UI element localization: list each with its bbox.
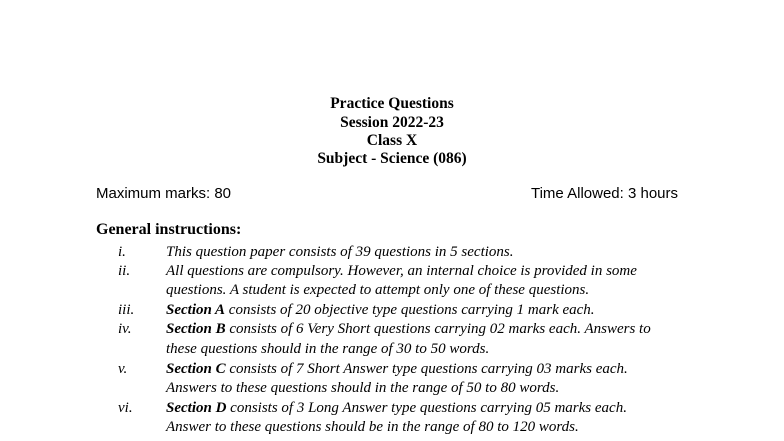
list-item-text: Section A consists of 20 objective type questions carrying 1 mark each. — [166, 302, 595, 318]
list-item-text: Answers to these questions should in the range of 50 to 80 words. — [166, 380, 560, 396]
general-instructions-title: General instructions: — [96, 221, 242, 238]
list-item-text: Section B consists of 6 Very Short questions carrying 02 marks each. Answers to — [166, 321, 651, 337]
list-item-text: Section C consists of 7 Short Answer type questions carrying 03 marks each. — [166, 361, 628, 377]
maximum-marks: Maximum marks: 80 — [96, 185, 232, 202]
list-item-number: ii. — [118, 263, 131, 279]
list-item-number: v. — [118, 361, 128, 377]
list-item-text: This question paper consists of 39 questions in 5 sections. — [166, 244, 514, 260]
list-item-text: these questions should in the range of 30 to 50 words. — [166, 341, 490, 357]
session-line: Session 2022-23 — [340, 114, 444, 131]
subject-line: Subject - Science (086) — [317, 150, 467, 167]
section-label: Section A — [166, 302, 226, 318]
list-item-text: questions. A student is expected to attempt only one of these questions. — [166, 282, 590, 298]
list-item-number: vi. — [118, 400, 133, 416]
time-allowed: Time Allowed: 3 hours — [530, 185, 678, 202]
section-label: Section C — [166, 361, 226, 377]
list-item-text: Answer to these questions should be in the range of 80 to 120 words. — [166, 419, 579, 435]
list-item-text: All questions are compulsory. However, an internal choice is provided in some — [166, 263, 637, 279]
section-label: Section B — [166, 321, 226, 337]
doc-title: Practice Questions — [330, 95, 454, 112]
list-item-number: iii. — [118, 302, 135, 318]
section-label: Section D — [166, 400, 227, 416]
list-item-number: i. — [118, 244, 126, 260]
list-item-number: iv. — [118, 321, 132, 337]
class-line: Class X — [366, 132, 418, 149]
list-item-text: Section D consists of 3 Long Answer type questions carrying 05 marks each. — [166, 400, 627, 416]
